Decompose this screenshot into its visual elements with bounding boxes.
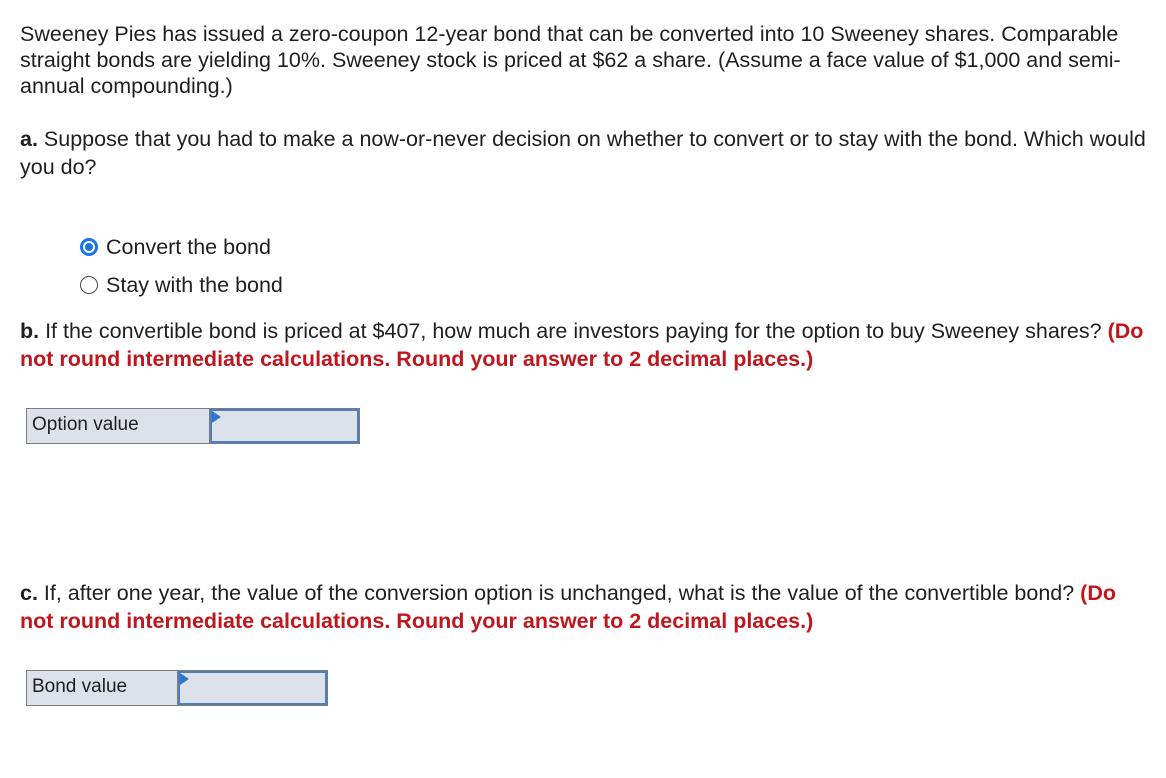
part-b-letter: b. <box>20 319 40 343</box>
question-c-instruction: (Do not round intermediate calculations. Round your answer to 2 decimal places.) <box>20 581 1116 633</box>
input-marker-icon <box>180 673 189 685</box>
question-c-text: If, after one year, the value of the conversion option is unchanged, what is the value of the convertible bond? <box>37 581 1075 605</box>
problem-statement: Sweeney Pies has issued a zero-coupon 12-year bond that can be converted into 10 Sweeney shares. Comparable straight bonds are yielding 10%. Sweeney stock is priced at $62 a share. (Assume a face value of $1,000 and semi-annual compounding.) <box>20 22 1121 98</box>
option-value-input[interactable] <box>212 411 357 441</box>
radio-stay-with-bond[interactable] <box>80 276 98 294</box>
bond-value-label: Bond value <box>27 671 178 705</box>
bond-value-cell[interactable] <box>178 671 327 705</box>
option-value-label: Option value <box>27 409 210 443</box>
option-value-answer-row <box>26 408 360 444</box>
question-c <box>20 579 1150 635</box>
option-stay-with-bond-label[interactable]: Stay with the bond <box>106 273 283 297</box>
option-value-cell[interactable] <box>210 409 359 443</box>
question-b-text: If the convertible bond is priced at $407, how much are investors paying for the option to buy Sweeney shares? <box>39 319 1102 343</box>
question-b-instruction: (Do not round intermediate calculations. Round your answer to 2 decimal places.) <box>20 319 1144 371</box>
radio-convert-bond[interactable] <box>80 238 98 256</box>
option-stay-with-bond[interactable] <box>80 266 283 304</box>
input-marker-icon <box>212 411 221 423</box>
option-convert-bond[interactable] <box>80 228 283 266</box>
part-a-letter: a. <box>20 127 38 151</box>
part-c-letter: c. <box>20 581 38 605</box>
part-a-options <box>80 228 283 304</box>
bond-value-input[interactable] <box>180 673 325 703</box>
option-convert-bond-label[interactable]: Convert the bond <box>106 235 271 259</box>
question-a <box>20 125 1150 181</box>
question-b <box>20 317 1150 373</box>
question-a-text: Suppose that you had to make a now-or-never decision on whether to convert or to stay with the bond. Which would you do? <box>20 127 1146 179</box>
bond-value-answer-row <box>26 670 328 706</box>
